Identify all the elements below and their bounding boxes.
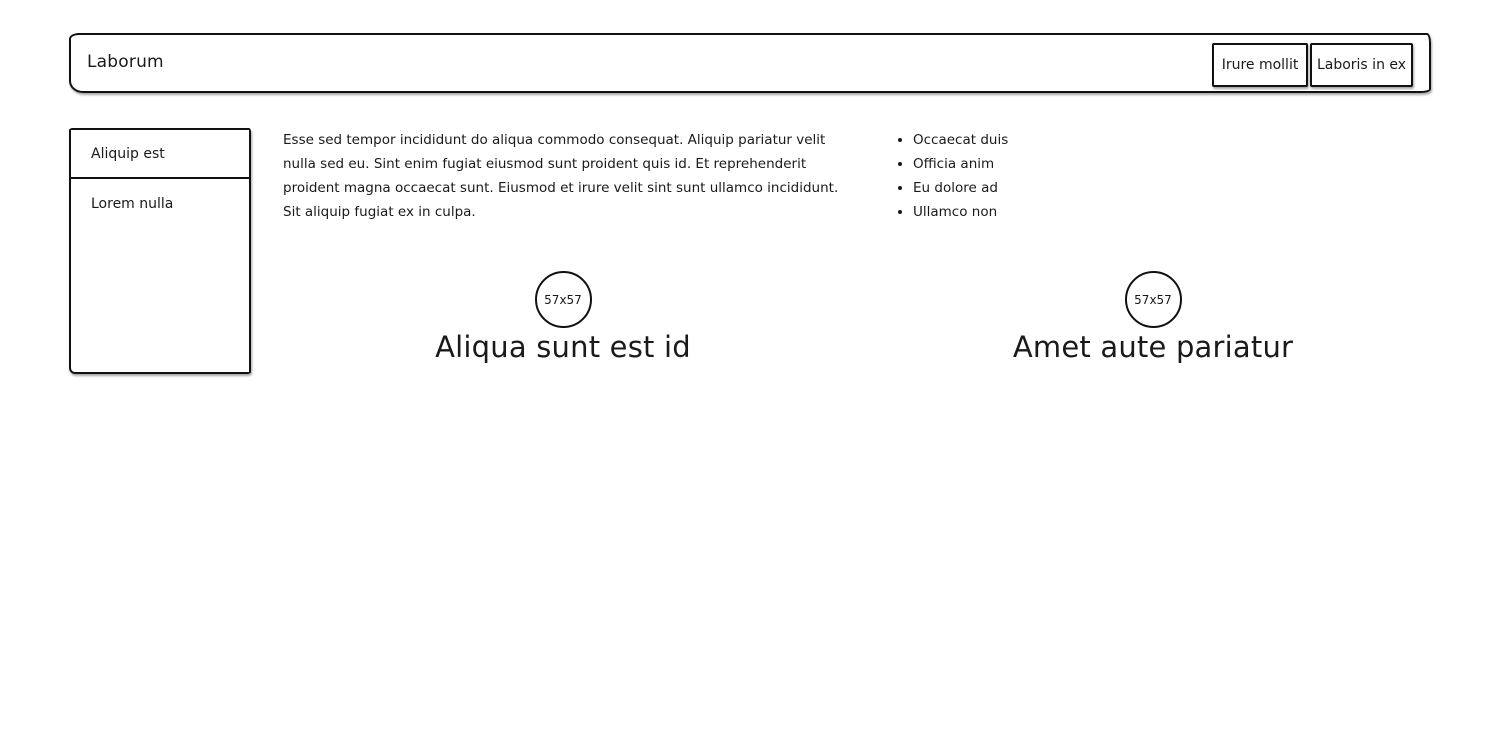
sidebar-item-aliquip-est[interactable]: Aliquip est bbox=[71, 130, 249, 179]
feature-block bbox=[353, 271, 773, 365]
avatar-placeholder: 57x57 bbox=[1125, 271, 1182, 328]
list-item: • Ullamco non bbox=[913, 200, 1008, 224]
feature-block bbox=[943, 271, 1363, 365]
list-item: • Eu dolore ad bbox=[913, 176, 1008, 200]
bullet-list bbox=[893, 128, 1008, 224]
list-item: • Officia anim bbox=[913, 152, 1008, 176]
nav-button-laboris-in-ex[interactable]: Laboris in ex bbox=[1310, 43, 1413, 87]
nav-button-group bbox=[1212, 43, 1413, 87]
avatar-placeholder: 57x57 bbox=[535, 271, 592, 328]
top-navbar bbox=[69, 33, 1431, 93]
brand-title[interactable]: Laborum bbox=[87, 52, 164, 72]
sidebar-item-lorem-nulla[interactable]: Lorem nulla bbox=[91, 195, 174, 212]
feature-title: Amet aute pariatur bbox=[1012, 330, 1294, 364]
nav-button-irure-mollit[interactable]: Irure mollit bbox=[1212, 43, 1308, 87]
body-paragraph: Esse sed tempor incididunt do aliqua commodo consequat. Aliquip pariatur velit nulla sed eu. Sint enim fugiat eiusmod sunt proident quis id. Et reprehenderit proident magna occaecat sunt. Eiusmod et irure velit sint sunt ullamco incididunt. Sit aliquip fugiat ex in culpa. bbox=[283, 132, 839, 220]
sidebar bbox=[69, 128, 251, 374]
list-item: • Occaecat duis bbox=[913, 128, 1008, 152]
feature-title: Aliqua sunt est id bbox=[435, 330, 691, 364]
